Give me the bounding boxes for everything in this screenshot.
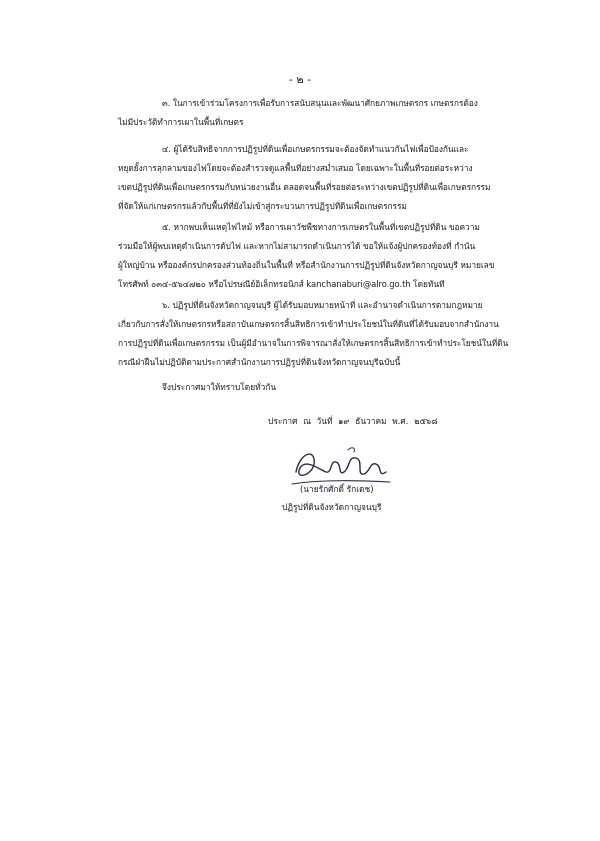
announcement: จึงประกาศมาให้ทราบโดยทั่วกัน	[162, 382, 277, 392]
paragraph-line: ๕. หากพบเห็นเหตุไฟไหม้ หรือการเผาวัชพืชทางการเกษตรในพื้นที่เขตปฏิรูปที่ดิน ขอความ	[162, 222, 480, 232]
paragraph-5	[118, 218, 510, 294]
paragraph-line: ไม่มีประวัติทำการเผาในพื้นที่เกษตร	[118, 117, 244, 127]
paragraph-line: เขตปฏิรูปที่ดินเพื่อเกษตรกรรมกับหน่วยงานอื่น ตลอดจนพื้นที่รอยต่อระหว่างเขตปฏิรูปที่ดินเพื่อเกษตรกรรม	[118, 182, 491, 192]
paragraph-line: กรณีฝ่าฝืนไม่ปฏิบัติตามประกาศสำนักงานการปฏิรูปที่ดินจังหวัดกาญจนบุรีฉบับนี้	[118, 357, 401, 367]
paragraph-line: ร่วมมือให้ผู้พบเหตุดำเนินการดับไฟ และหากไม่สามารถดำเนินการได้ ขอให้แจ้งผู้ปกครองท้องที่ กำนัน	[118, 241, 476, 251]
paragraph-line: โทรศัพท์ ๐๓๔-๕๖๔๗๒๐ หรือไปรษณีย์อิเล็กทรอนิกส์ kanchanaburi@alro.go.th โดยทันที	[118, 279, 445, 289]
date-line: ประกาศ ณ วันที่ ๑๙ ธันวาคม พ.ศ. ๒๕๖๘	[268, 416, 438, 426]
signer-title: ปฏิรูปที่ดินจังหวัดกาญจนบุรี	[282, 502, 382, 512]
paragraph-line: ผู้ใหญ่บ้าน หรือองค์กรปกครองส่วนท้องถิ่นในพื้นที่ หรือสำนักงานการปฏิรูปที่ดินจังหวัดกาญจนบุรี หมายเลข	[118, 260, 495, 270]
paragraph-6	[118, 296, 510, 372]
paragraph-3	[118, 94, 510, 132]
paragraph-line: ที่จัดให้แก่เกษตรกรแล้วกับพื้นที่ที่ยังไม่เข้าสู่กระบวนการปฏิรูปที่ดินเพื่อเกษตรกรรม	[118, 201, 407, 211]
signer-name: (นายรักศักดิ์ รักเดช)	[300, 484, 374, 494]
paragraph-line: เกี่ยวกับการสั่งให้เกษตรกรหรือสถาบันเกษตรกรสิ้นสิทธิการเข้าทำประโยชน์ในที่ดินที่ได้รับมอบจากสำนักงาน	[118, 319, 499, 329]
paragraph-line: ๓. ในการเข้าร่วมโครงการเพื่อรับการสนับสนุนและพัฒนาศักยภาพเกษตรกร เกษตรกรต้อง	[162, 98, 478, 108]
page-number: - ๒ -	[288, 73, 312, 86]
paragraph-line: หยุดยั้งการลุกลามของไฟโดยจะต้องสำรวจดูแลพื้นที่อย่างสม่ำเสมอ โดยเฉพาะในพื้นที่รอยต่อระหว่าง	[118, 163, 473, 173]
paragraph-line: ๔. ผู้ได้รับสิทธิจากการปฏิรูปที่ดินเพื่อเกษตรกรรมจะต้องจัดทำแนวกันไฟเพื่อป้องกันและ	[162, 144, 469, 154]
paragraph-line: การปฏิรูปที่ดินเพื่อเกษตรกรรม เป็นผู้มีอำนาจในการพิจารณาสั่งให้เกษตรกรสิ้นสิทธิการเข้าทำประโยชน์ในที่ดิน	[118, 338, 509, 348]
paragraph-line: ๖. ปฏิรูปที่ดินจังหวัดกาญจนบุรี ผู้ได้รับมอบหมายหน้าที่ และอำนาจดำเนินการตามกฎหมาย	[162, 300, 483, 310]
paragraph-4	[118, 140, 510, 216]
